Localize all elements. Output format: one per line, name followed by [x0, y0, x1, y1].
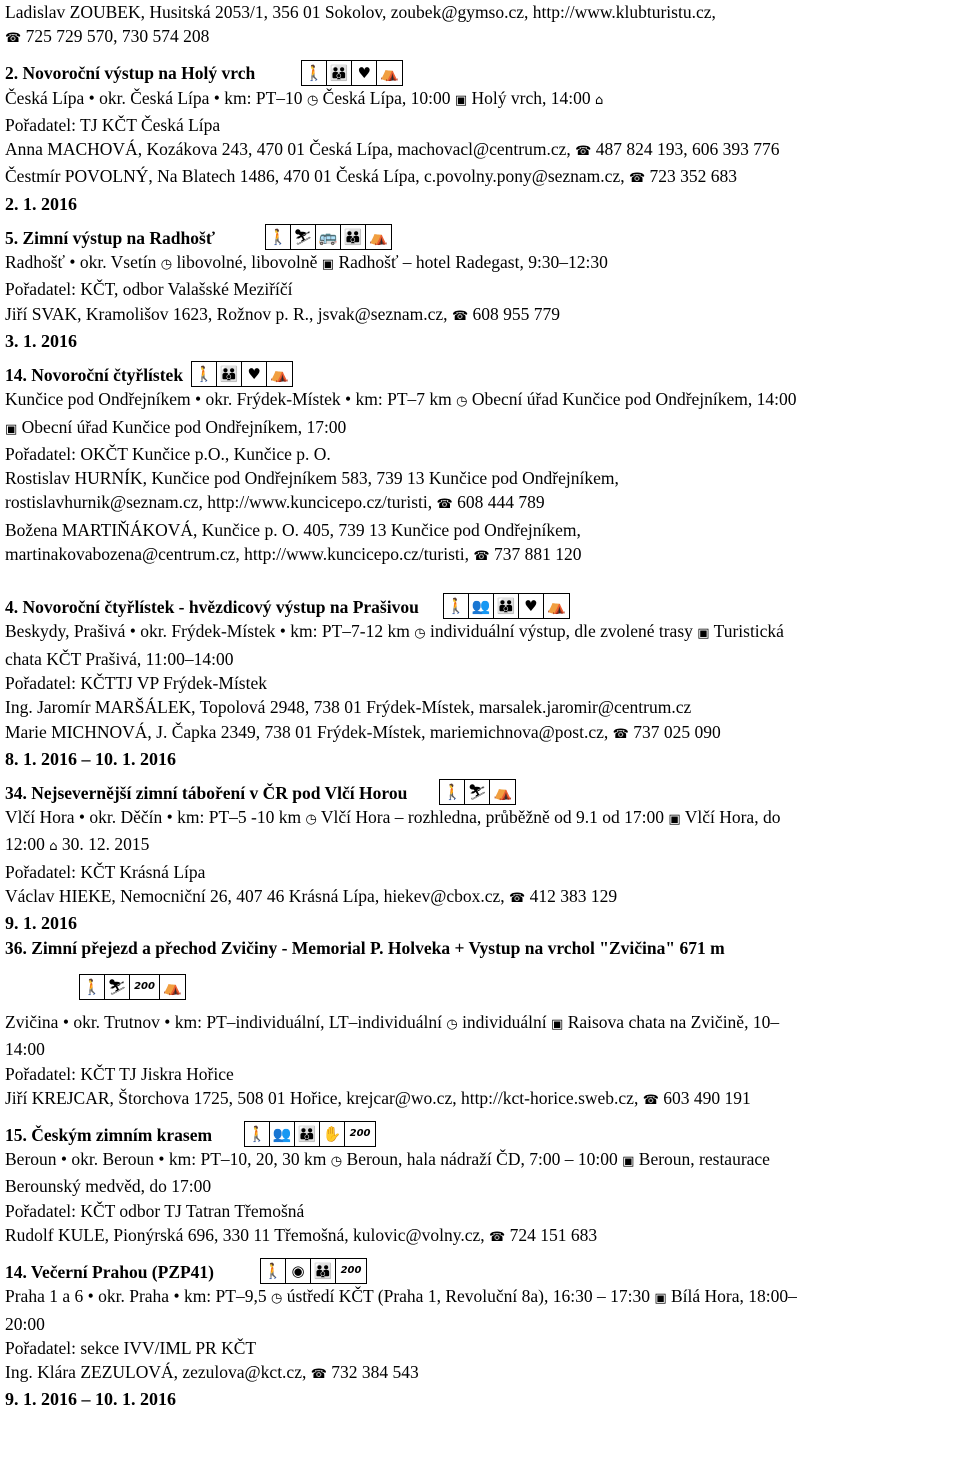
- event-organizer: Pořadatel: KČT TJ Jiskra Hořice: [5, 1063, 234, 1084]
- finish-text: Radhošť – hotel Radegast, 9:30–12:30: [334, 252, 608, 273]
- route-text: Vlčí Hora • okr. Děčín • km: PT–5 -10 km: [5, 807, 306, 828]
- bus-icon: 🚌: [316, 225, 341, 249]
- phone-icon: ☎: [451, 308, 469, 324]
- event-organizer: Pořadatel: KČT, odbor Valašské Meziříčí: [5, 279, 293, 300]
- event-route: [5, 805, 956, 832]
- event-5-title-row: [5, 779, 956, 805]
- clock-icon: ◷: [160, 257, 173, 273]
- tent-icon: ⛺: [493, 783, 513, 802]
- route-text: Kunčice pod Ondřejníkem • okr. Frýdek-Místek • km: PT–7 km: [5, 389, 457, 410]
- finish-icon: ▣: [654, 1291, 667, 1307]
- contact-text: martinakovabozena@centrum.cz, http://www.kuncicepo.cz/turisti,: [5, 544, 474, 565]
- clock-icon: ◷: [305, 812, 317, 828]
- date-heading: 9. 1. 2016: [5, 913, 77, 934]
- contact-text: Jiří SVAK, Kramolišov 1623, Rožnov p. R., jsvak@seznam.cz,: [5, 303, 452, 324]
- start-text: Obecní úřad Kunčice pod Ondřejníkem, 14:00: [467, 389, 797, 410]
- phone-icon: ☎: [612, 726, 629, 742]
- event-finish: [5, 415, 956, 442]
- event-organizer: Pořadatel: TJ KČT Česká Lípa: [5, 114, 221, 135]
- event-contact: [5, 302, 956, 329]
- skier-icon: ⛷: [105, 975, 130, 999]
- stamp-icon: ⌂: [49, 839, 58, 855]
- clock-icon: ◷: [306, 92, 319, 108]
- finish-icon: ▣: [5, 421, 18, 437]
- finish-text: Bílá Hora, 18:00–: [666, 1286, 797, 1307]
- event-route: [5, 387, 956, 414]
- intro-phone-line: [5, 24, 956, 51]
- phone-icon: ☎: [509, 891, 526, 907]
- event-route: [5, 1147, 956, 1174]
- hiker-icon: 🚶: [80, 975, 105, 999]
- event-contact: Rostislav HURNÍK, Kunčice pod Ondřejníkem 583, 739 13 Kunčice pod Ondřejníkem,: [5, 468, 619, 489]
- hand-icon: ✋: [320, 1122, 345, 1146]
- start-text: Beroun, hala nádraží ČD, 7:00 – 10:00: [342, 1149, 623, 1170]
- event-8-title-row: [5, 1258, 956, 1284]
- event-organizer: Pořadatel: OKČT Kunčice p.O., Kunčice p. O.: [5, 443, 331, 464]
- start-text: Česká Lípa, 10:00: [318, 87, 455, 108]
- group-icon: 👥: [270, 1122, 295, 1146]
- heart-icon: ♥: [519, 594, 544, 618]
- finish-icon: ▣: [668, 812, 681, 828]
- contact-text: Anna MACHOVÁ, Kozákova 243, 470 01 Česká Lípa, machovacl@centrum.cz,: [5, 139, 576, 160]
- finish-text: Turistická: [709, 621, 784, 642]
- intro-line: Ladislav ZOUBEK, Husitská 2053/1, 356 01 Sokolov, zoubek@gymso.cz, http://www.klubturistu.cz,: [5, 2, 716, 22]
- phone-icon: ☎: [628, 171, 646, 187]
- event-route: [5, 619, 956, 646]
- contact-text: Marie MICHNOVÁ, J. Čapka 2349, 738 01 Frýdek-Místek, mariemichnova@post.cz,: [5, 721, 613, 742]
- contact-phone: 603 490 191: [658, 1087, 751, 1108]
- date-heading: 9. 1. 2016 – 10. 1. 2016: [5, 1389, 176, 1410]
- contact-phone: 737 025 090: [628, 721, 721, 742]
- route-text: Beskydy, Prašivá • okr. Frýdek-Místek • km: PT–7-12 km: [5, 621, 415, 642]
- event-finish: 14:00: [5, 1039, 45, 1060]
- event-1-title-row: [5, 60, 956, 86]
- contact-text: rostislavhurnik@seznam.cz, http://www.kuncicepo.cz/turisti,: [5, 492, 437, 513]
- event-route: [5, 250, 956, 277]
- finish-text: Holý vrch, 14:00: [467, 87, 595, 108]
- event-route: [5, 1284, 956, 1311]
- phone-icon: ☎: [436, 497, 453, 513]
- start-text: libovolné, libovolně: [172, 252, 322, 273]
- event-6-icon-row: [5, 974, 956, 1000]
- phone-icon: ☎: [575, 144, 592, 160]
- hiker-icon: 🚶: [444, 594, 469, 618]
- event-organizer: Pořadatel: KČT Krásná Lípa: [5, 861, 206, 882]
- phone-icon: ☎: [642, 1092, 659, 1108]
- event-finish: Berounský medvěd, do 17:00: [5, 1176, 212, 1197]
- date-heading: 2. 1. 2016: [5, 193, 77, 214]
- event-contact: Božena MARTIŇÁKOVÁ, Kunčice p. O. 405, 739 13 Kunčice pod Ondřejníkem,: [5, 519, 581, 540]
- event-organizer: Pořadatel: KČTTJ VP Frýdek-Místek: [5, 672, 267, 693]
- route-text: Praha 1 a 6 • okr. Praha • km: PT–9,5: [5, 1286, 271, 1307]
- finish-text: Beroun, restaurace: [634, 1149, 770, 1170]
- event-4-title-row: [5, 593, 956, 619]
- contact-text: Rudolf KULE, Pionýrská 696, 330 11 Třemošná, kulovic@volny.cz,: [5, 1224, 490, 1245]
- family-icon: 👪: [494, 594, 519, 618]
- route-text: Radhošť • okr. Vsetín: [5, 252, 161, 273]
- contact-phone: 737 881 120: [489, 544, 582, 565]
- clock-icon: ◷: [330, 1154, 343, 1170]
- contact-text: Jiří KREJCAR, Štorchova 1725, 508 01 Hořice, krejcar@wo.cz, http://kct-horice.sweb.cz,: [5, 1087, 643, 1108]
- finish-text: 12:00: [5, 834, 50, 855]
- intro-phone-numbers: 725 729 570, 730 574 208: [25, 26, 210, 47]
- date-heading: 3. 1. 2016: [5, 330, 77, 351]
- finish-text: Raisova chata na Zvičině, 10–: [563, 1011, 780, 1032]
- event-7-title-row: [5, 1121, 956, 1147]
- contact-phone: 608 955 779: [468, 303, 561, 324]
- hiker-icon: 🚶: [266, 225, 291, 249]
- finish-text: Vlčí Hora, do: [680, 807, 781, 828]
- heart-icon: ♥: [242, 362, 267, 386]
- event-route: [5, 1010, 956, 1037]
- event-contact: [5, 720, 956, 747]
- event-contact: [5, 1086, 956, 1113]
- target-icon: ◉: [286, 1259, 311, 1283]
- finish-text: Obecní úřad Kunčice pod Ondřejníkem, 17:00: [17, 416, 347, 437]
- event-contact: [5, 1360, 956, 1387]
- contact-phone: 608 444 789: [452, 492, 545, 513]
- phone-icon: ☎: [489, 1229, 506, 1245]
- event-icon-strip: [439, 779, 516, 805]
- contact-phone: 487 824 193, 606 393 776: [591, 139, 780, 160]
- skier-icon: ⛷: [465, 780, 490, 804]
- distance-200-icon: 200: [349, 1128, 371, 1140]
- clock-icon: ◷: [270, 1291, 283, 1307]
- event-contact: [5, 490, 956, 517]
- phone-icon: ☎: [310, 1367, 327, 1383]
- tent-icon: ⛺: [163, 977, 182, 996]
- start-text: Vlčí Hora – rozhledna, průběžně od 9.1 od 17:00: [316, 807, 669, 828]
- tent-icon: ⛺: [380, 63, 400, 82]
- skier-icon: ⛷: [291, 225, 316, 249]
- family-icon: 👪: [341, 225, 366, 249]
- tent-icon: ⛺: [547, 597, 566, 616]
- contact-text: Čestmír POVOLNÝ, Na Blatech 1486, 470 01 Česká Lípa, c.povolny.pony@seznam.cz,: [5, 166, 629, 187]
- clock-icon: ◷: [446, 1016, 458, 1032]
- heart-icon: ♥: [352, 61, 377, 85]
- distance-200-icon: 200: [130, 975, 160, 999]
- start-text: individuální: [457, 1011, 552, 1032]
- event-contact: [5, 542, 956, 569]
- event-organizer: Pořadatel: sekce IVV/IML PR KČT: [5, 1337, 257, 1358]
- event-finish: chata KČT Prašivá, 11:00–14:00: [5, 648, 234, 669]
- event-icon-strip: [191, 361, 293, 387]
- route-text: Česká Lípa • okr. Česká Lípa • km: PT–10: [5, 87, 307, 108]
- event-contact: [5, 1223, 956, 1250]
- tent-icon: ⛺: [270, 365, 289, 384]
- event-contact: [5, 884, 956, 911]
- event-contact: [5, 164, 956, 191]
- event-icon-strip: [265, 224, 392, 250]
- event-title: 34. Nejsevernější zimní táboření v ČR pod Vlčí Horou: [5, 782, 408, 803]
- event-icon-strip: [260, 1258, 367, 1284]
- hiker-icon: 🚶: [302, 61, 327, 85]
- contact-phone: 724 151 683: [505, 1224, 598, 1245]
- family-icon: 👪: [295, 1122, 320, 1146]
- contact-text: Ing. Klára ZEZULOVÁ, zezulova@kct.cz,: [5, 1362, 311, 1383]
- distance-200-icon: 200: [340, 1265, 362, 1277]
- contact-phone: 723 352 683: [645, 166, 738, 187]
- stamp-icon: ⌂: [595, 92, 604, 108]
- family-icon: 👪: [327, 61, 352, 85]
- phone-icon: ☎: [5, 31, 22, 47]
- family-icon: 👪: [311, 1259, 336, 1283]
- event-icon-strip: [443, 593, 570, 619]
- start-text: individuální výstup, dle zvolené trasy: [425, 621, 698, 642]
- event-title: 4. Novoroční čtyřlístek - hvězdicový výstup na Prašivou: [5, 597, 419, 618]
- finish-icon: ▣: [622, 1154, 635, 1170]
- event-3-title-row: [5, 361, 956, 387]
- event-finish: [5, 832, 956, 859]
- contact-phone: 412 383 129: [525, 886, 618, 907]
- tent-icon: ⛺: [369, 228, 388, 247]
- event-title: 2. Novoroční výstup na Holý vrch: [5, 63, 256, 84]
- contact-phone: 732 384 543: [326, 1362, 419, 1383]
- family-icon: 👪: [217, 362, 242, 386]
- event-icon-strip: [244, 1121, 376, 1147]
- event-title: 36. Zimní přejezd a přechod Zvičiny - Memorial P. Holveka + Vystup na vrchol "Zvičina" 671 m: [5, 937, 725, 958]
- finish-icon: ▣: [551, 1016, 564, 1032]
- hiker-icon: 🚶: [261, 1259, 286, 1283]
- hiker-icon: 🚶: [245, 1122, 270, 1146]
- clock-icon: ◷: [456, 394, 468, 410]
- event-icon-strip: [79, 974, 186, 1000]
- contact-text: Václav HIEKE, Nemocniční 26, 407 46 Krásná Lípa, hiekev@cbox.cz,: [5, 886, 510, 907]
- stamp-text: 30. 12. 2015: [57, 834, 150, 855]
- route-text: Beroun • okr. Beroun • km: PT–10, 20, 30 km: [5, 1149, 331, 1170]
- hiker-icon: 🚶: [440, 780, 465, 804]
- finish-icon: ▣: [697, 626, 710, 642]
- event-route: [5, 86, 956, 113]
- event-contact: Ing. Jaromír MARŠÁLEK, Topolová 2948, 738 01 Frýdek-Místek, marsalek.jaromir@centrum.cz: [5, 697, 692, 718]
- event-2-title-row: [5, 224, 956, 250]
- group-icon: 👥: [469, 594, 494, 618]
- event-organizer: Pořadatel: KČT odbor TJ Tatran Třemošná: [5, 1200, 305, 1221]
- event-title: 5. Zimní výstup na Radhošť: [5, 227, 215, 248]
- event-finish: 20:00: [5, 1313, 45, 1334]
- event-title: 14. Novoroční čtyřlístek: [5, 364, 184, 385]
- finish-icon: ▣: [321, 257, 335, 273]
- event-icon-strip: [301, 60, 403, 86]
- finish-icon: ▣: [454, 92, 468, 108]
- event-title: 14. Večerní Prahou (PZP41): [5, 1261, 215, 1282]
- route-text: Zvičina • okr. Trutnov • km: PT–individuální, LT–individuální: [5, 1011, 447, 1032]
- start-text: ústředí KČT (Praha 1, Revoluční 8a), 16:30 – 17:30: [282, 1286, 655, 1307]
- hiker-icon: 🚶: [192, 362, 217, 386]
- event-title: 15. Českým zimním krasem: [5, 1124, 213, 1145]
- event-contact: [5, 137, 956, 164]
- phone-icon: ☎: [473, 549, 490, 565]
- date-heading: 8. 1. 2016 – 10. 1. 2016: [5, 748, 176, 769]
- clock-icon: ◷: [414, 626, 426, 642]
